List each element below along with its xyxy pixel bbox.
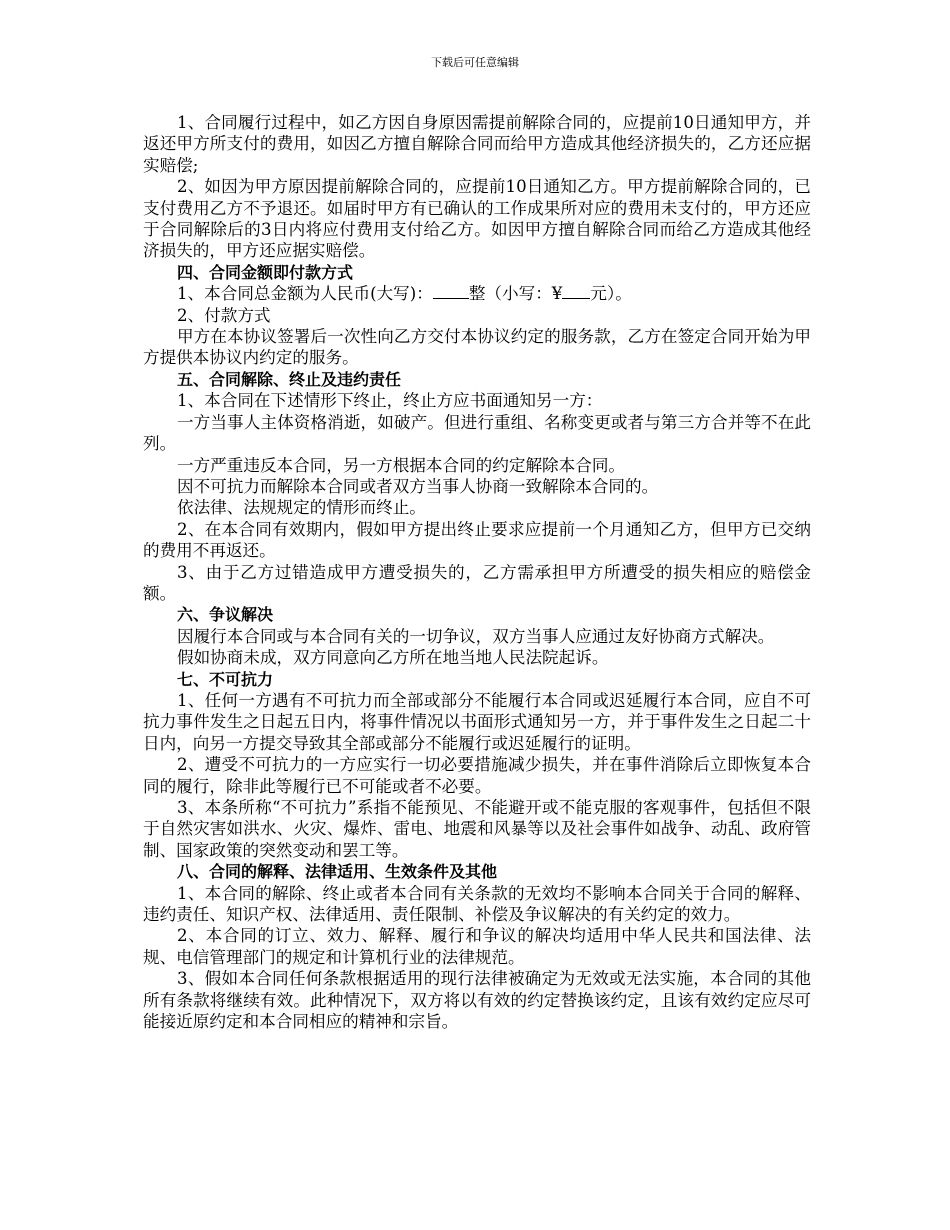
section-8-heading: 八、合同的解释、法律适用、生效条件及其他 xyxy=(177,862,498,882)
section-8-item: 1、本合同的解除、终止或者本合同有关条款的无效均不影响本合同关于合同的解释、违约责任、知识产权、法律适用、责任限制、补偿及争议解决的有关约定的效力。 xyxy=(143,883,811,925)
section-6-item: 假如协商未成，双方同意向乙方所在地当地人民法院起诉。 xyxy=(177,648,609,668)
payment-method-text: 甲方在本协议签署后一次性向乙方交付本协议约定的服务款，乙方在签定合同开始为甲方提供本协议内约定的服务。 xyxy=(143,327,811,368)
section-7-item: 3、本条所称“不可抗力”系指不能预见、不能避开或不能克服的客观事件，包括但不限于自然灾害如洪水、火灾、爆炸、雷电、地震和风暴等以及社会事件如战争、动乱、政府管制、国家政策的突然变动和罢工等。 xyxy=(143,798,811,860)
section-8-item: 2、本合同的订立、效力、解释、履行和争议的解决均适用中华人民共和国法律、法规、电信管理部门的规定和计算机行业的法律规范。 xyxy=(143,926,811,967)
payment-method-label: 2、付款方式 xyxy=(177,305,271,325)
termination-clause-1: 1、合同履行过程中，如乙方因自身原因需提前解除合同的，应提前10日通知甲方，并返还甲方所支付的费用，如因乙方擅自解除合同而给甲方造成其他经济损失的，乙方还应据实赔偿; xyxy=(143,113,811,175)
section-7-item: 1、任何一方遇有不可抗力而全部或部分不能履行本合同或迟延履行本合同，应自不可抗力事件发生之日起五日内，将事件情况以书面形式通知另一方，并于事件发生之日起二十日内，向另一方提交导致其全部或部分不能履行或迟延履行的证明。 xyxy=(143,690,811,753)
contract-body xyxy=(143,112,811,1032)
section-5-item: 2、在本合同有效期内，假如甲方提出终止要求应提前一个月通知乙方，但甲方已交纳的费用不再返还。 xyxy=(143,519,811,561)
section-8-item: 3、假如本合同任何条款根据适用的现行法律被确定为无效或无法实施，本合同的其他所有条款将继续有效。此种情况下，双方将以有效的约定替换该约定，且该有效约定应尽可能接近原约定和本合同相应的精神和宗旨。 xyxy=(143,969,811,1032)
amount-mid: 整（小写：¥ xyxy=(468,284,563,304)
section-7-heading: 七、不可抗力 xyxy=(177,669,274,689)
amount-number-blank[interactable] xyxy=(562,284,590,299)
section-5-item: 3、由于乙方过错造成甲方遭受损失的，乙方需承担甲方所遭受的损失相应的赔偿金额。 xyxy=(143,562,811,603)
contract-amount-line xyxy=(143,283,811,304)
section-7-item: 2、遭受不可抗力的一方应实行一切必要措施减少损失，并在事件消除后立即恢复本合同的履行，除非此等履行已不可能或者不必要。 xyxy=(143,755,811,796)
section-5-item: 因不可抗力而解除本合同或者双方当事人协商一致解除本合同的。 xyxy=(177,476,659,496)
section-6-heading: 六、争议解决 xyxy=(177,605,274,625)
page-header-note: 下载后可任意编辑 xyxy=(431,56,519,69)
section-5-item: 依法律、法规规定的情形而终止。 xyxy=(177,498,426,518)
section-5-item: 1、本合同在下述情形下终止，终止方应书面通知另一方： xyxy=(177,391,603,411)
amount-uppercase-blank[interactable] xyxy=(433,284,469,299)
section-5-item: 一方当事人主体资格消逝，如破产。但进行重组、名称变更或者与第三方合并等不在此列。 xyxy=(143,412,811,454)
termination-clause-2: 2、如因为甲方原因提前解除合同的，应提前10日通知乙方。甲方提前解除合同的，已支付费用乙方不予退还。如届时甲方有已确认的工作成果所对应的费用未支付的，甲方还应于合同解除后的3日内将应付费用支付给乙方。如因甲方擅自解除合同而给乙方造成其他经济损失的，甲方还应据实赔偿。 xyxy=(143,177,811,261)
amount-suffix: 元）。 xyxy=(590,284,632,304)
amount-prefix: 1、本合同总金额为人民币(大写)： xyxy=(177,284,433,304)
section-6-item: 因履行本合同或与本合同有关的一切争议，双方当事人应通过友好协商方式解决。 xyxy=(177,626,775,646)
section-4-heading: 四、合同金额即付款方式 xyxy=(177,262,354,282)
section-5-heading: 五、合同解除、终止及违约责任 xyxy=(177,369,402,389)
section-5-item: 一方严重违反本合同，另一方根据本合同的约定解除本合同。 xyxy=(177,455,626,475)
